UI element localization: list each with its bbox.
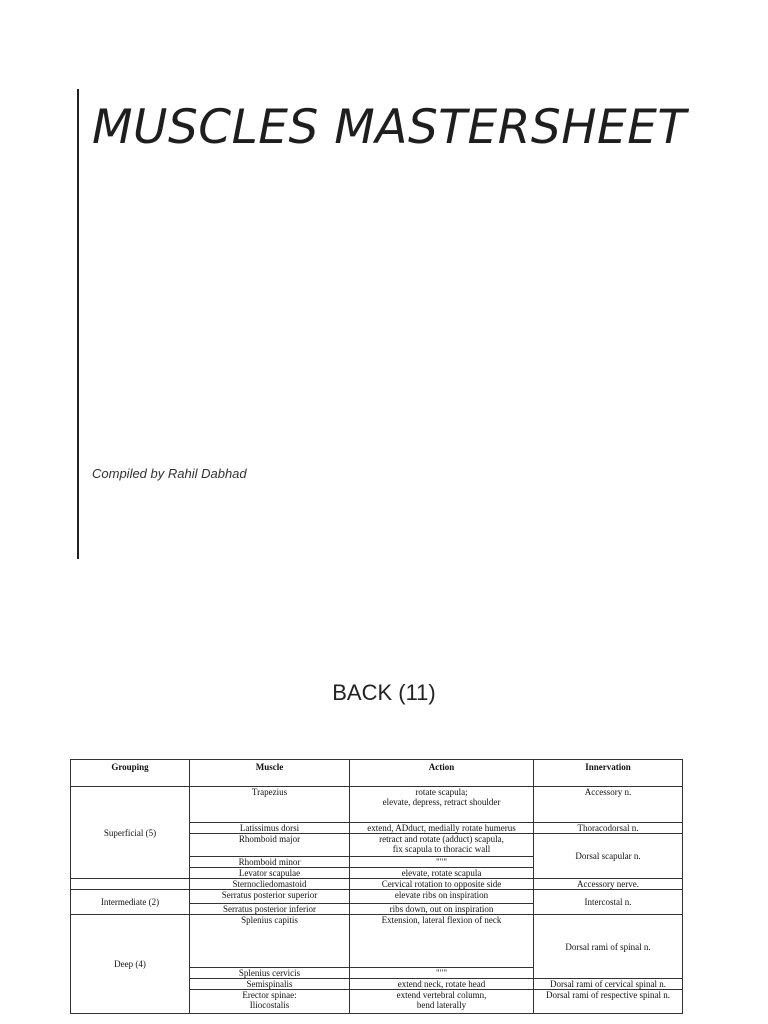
- header-muscle: Muscle: [190, 760, 350, 787]
- innervation-cell: Thoracodorsal n.: [534, 823, 683, 834]
- innervation-cell: Dorsal scapular n.: [534, 834, 683, 879]
- table-row: [71, 890, 683, 904]
- group-cell-empty: [71, 879, 190, 890]
- table-row: [71, 787, 683, 823]
- action-cell: extend neck, rotate head: [350, 979, 534, 990]
- action-cell: Extension, lateral flexion of neck: [350, 915, 534, 968]
- header-grouping: Grouping: [71, 760, 190, 787]
- innervation-cell: Intercostal n.: [534, 890, 683, 915]
- action-cell: [350, 787, 534, 823]
- muscle-cell: Trapezius: [190, 787, 350, 823]
- muscle-cell: Serratus posterior superior: [190, 890, 350, 904]
- muscle-cell: Splenius capitis: [190, 915, 350, 968]
- group-cell: Intermediate (2): [71, 890, 190, 915]
- action-line: extend vertebral column,: [396, 990, 487, 1000]
- action-line: rotate scapula;: [415, 787, 468, 797]
- title-accent-bar: [77, 89, 79, 559]
- muscle-cell: Serratus posterior inferior: [190, 904, 350, 915]
- header-innervation: Innervation: [534, 760, 683, 787]
- action-cell: Cervical rotation to opposite side: [350, 879, 534, 890]
- muscle-cell: Rhomboid major: [190, 834, 350, 857]
- muscle-cell: Splenius cervicis: [190, 968, 350, 979]
- action-cell: """: [350, 857, 534, 868]
- author-credit: Compiled by Rahil Dabhad: [92, 466, 247, 481]
- innervation-cell: Accessory n.: [534, 787, 683, 823]
- action-cell: ribs down, out on inspiration: [350, 904, 534, 915]
- muscles-table: [70, 759, 683, 1014]
- muscle-cell: Semispinalis: [190, 979, 350, 990]
- table-header-row: [71, 760, 683, 787]
- innervation-cell: Accessory nerve.: [534, 879, 683, 890]
- group-cell: Deep (4): [71, 915, 190, 1014]
- muscle-cell: [190, 990, 350, 1014]
- action-cell: [350, 834, 534, 857]
- muscle-cell: Latissimus dorsi: [190, 823, 350, 834]
- muscle-line: Erector spinae:: [242, 990, 297, 1000]
- action-cell: elevate, rotate scapula: [350, 868, 534, 879]
- action-line: elevate, depress, retract shoulder: [382, 797, 501, 807]
- table-row: [71, 879, 683, 890]
- innervation-cell: Dorsal rami of cervical spinal n.: [534, 979, 683, 990]
- header-action: Action: [350, 760, 534, 787]
- group-cell: Superficial (5): [71, 787, 190, 879]
- action-cell: extend, ADduct, medially rotate humerus: [350, 823, 534, 834]
- muscle-cell: Levator scapulae: [190, 868, 350, 879]
- muscle-line: Iliocostalis: [249, 1000, 290, 1010]
- innervation-cell: Dorsal rami of spinal n.: [534, 915, 683, 979]
- muscle-cell: Rhomboid minor: [190, 857, 350, 868]
- action-cell: """: [350, 968, 534, 979]
- muscle-cell: Sternocliedomastoid: [190, 879, 350, 890]
- action-line: bend laterally: [416, 1000, 467, 1010]
- table-row: [71, 915, 683, 968]
- document-title: MUSCLES MASTERSHEET: [92, 100, 687, 155]
- innervation-cell: Dorsal rami of respective spinal n.: [534, 990, 683, 1014]
- action-line: fix scapula to thoracic wall: [392, 844, 491, 854]
- section-heading: BACK (11): [332, 680, 436, 705]
- action-cell: elevate ribs on inspiration: [350, 890, 534, 904]
- action-line: retract and rotate (adduct) scapula,: [379, 834, 504, 844]
- action-cell: [350, 990, 534, 1014]
